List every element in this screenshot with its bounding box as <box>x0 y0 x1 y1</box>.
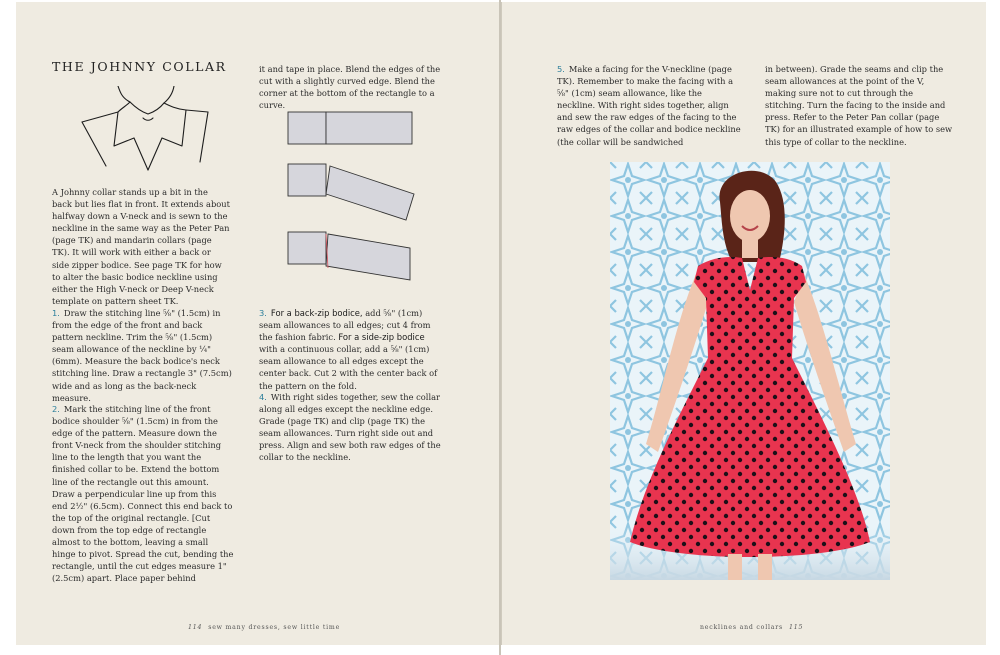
step-2-continued: it and tape in place. Blend the edges of the cut with a slightly curved edge. Blend the corner at the bottom of the rectangle to a curve. <box>259 64 441 111</box>
left-footer <box>182 624 340 631</box>
right-page <box>501 2 986 645</box>
step-5-number: 5. <box>557 64 565 74</box>
step-3-lead-back-zip: For a back-zip bodice, <box>270 308 363 318</box>
step-3-text-a: add ⅝" (1cm) seam allowances to all edges; cut 4 from the fashion fabric. <box>259 308 431 343</box>
collar-diagram-icon <box>78 86 228 172</box>
step-2 <box>52 403 234 584</box>
woman-in-polka-dot-dress-photo-icon <box>610 162 890 580</box>
step-1-text: Draw the stitching line ⅝" (1.5cm) in from the edge of the front and back pattern neckline. Trim the ⅝" (1.5cm) seam allowance of the neckline by ¼" (6mm). Measure the back bodice's neck stitching line. Draw a rectangle 3" (7.5cm) wide and as long as the back-neck measure. <box>52 308 232 403</box>
right-running-title: necklines and collars <box>700 624 783 631</box>
page-title: THE JOHNNY COLLAR <box>52 59 227 74</box>
pattern-rectangles-icon <box>286 108 418 286</box>
left-page <box>16 2 501 645</box>
step-3-lead-side-zip: For a side-zip bodice <box>338 332 425 343</box>
step-5 <box>557 63 741 148</box>
right-page-number: 115 <box>788 624 804 631</box>
step-2-number: 2. <box>52 404 60 414</box>
left-running-title: sew many dresses, sew little time <box>208 624 341 631</box>
step-4-text: With right sides together, sew the collar along all edges except the neckline edge. Grade (page TK) and clip (page TK) the seam allowances. Turn right side out and press. Align and sew both raw edges of the collar to the neckline. <box>259 392 441 463</box>
step-5-continued: in between). Grade the seams and clip the seam allowances at the point of the V, making sure not to cut through the stitching. Turn the facing to the inside and press. Refer to the Peter Pan collar (page TK) for an illustrated example of how to sew this type of collar to the neckline. <box>765 64 953 147</box>
right-footer <box>700 624 809 631</box>
step-3-text-b: with a continuous collar, add a ⅝" (1cm) seam allowance to all edges except the center back. Cut 2 with the center back of the pattern on the fold. <box>259 344 438 391</box>
step-4-number: 4. <box>259 392 267 402</box>
step-1 <box>52 307 234 404</box>
step-3 <box>259 307 441 392</box>
step-5-text: Make a facing for the V-neckline (page TK). Remember to make the facing with a ⅝" (1cm) seam allowance, like the neckline. With right sides together, align and sew the raw edges of the facing to the raw edges of the collar and bodice neckline (the collar will be sandwiched <box>557 64 741 147</box>
step-3-number: 3. <box>259 308 267 318</box>
step-1-number: 1. <box>52 308 60 318</box>
intro-paragraph: A Johnny collar stands up a bit in the back but lies flat in front. It extends about halfway down a V-neck and is sewn to the neckline in the same way as the Peter Pan (page TK) and mandarin collars (page TK). It will work with either a back or side zipper bodice. See page TK for how to alter the basic bodice neckline using either the High V-neck or Deep V-neck template on pattern sheet TK. <box>52 187 230 306</box>
left-page-number: 114 <box>188 624 203 631</box>
step-4 <box>259 391 441 464</box>
step-2-text: Mark the stitching line of the front bodice shoulder ⅝" (1.5cm) in from the edge of the pattern. Measure down the front V-neck from the shoulder stitching line to the length that you want the finished collar to be. Extend the bottom line of the rectangle out this amount. Draw a perpendicular line up from this end 2½" (6.5cm). Connect this end back to the top of the original rectangle. [Cut down from the top edge of rectangle almost to the bottom, leaving a small hinge to pivot. Spread the cut, bending the rectangle, until the cut edges measure 1" (2.5cm) apart. Place paper behind <box>52 404 234 584</box>
